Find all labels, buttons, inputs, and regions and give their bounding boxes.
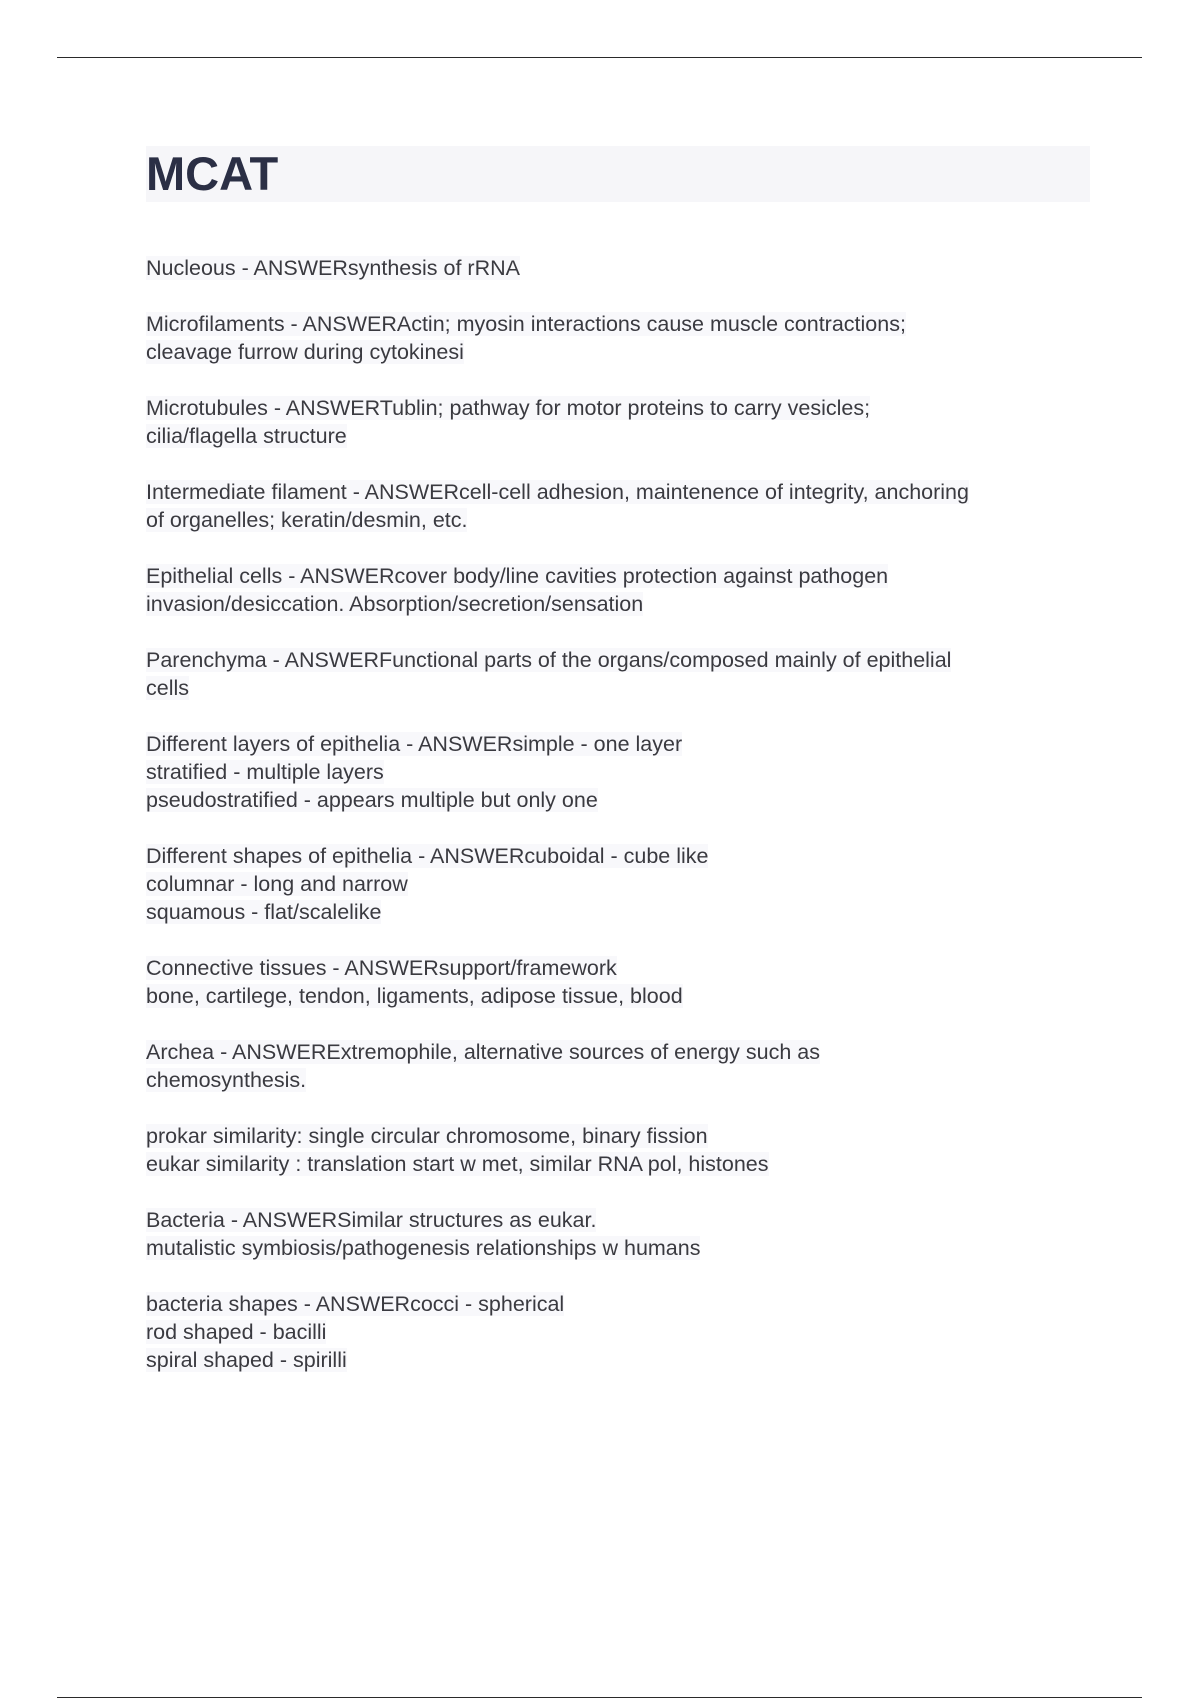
entry-text: Different shapes of epithelia - ANSWERcuboidal - cube like: [146, 844, 709, 868]
flashcard-entry: [146, 478, 1090, 534]
flashcard-entry: [146, 1038, 1090, 1094]
entry-line: [146, 478, 1090, 506]
entry-line: [146, 1122, 1090, 1150]
flashcard-entry: [146, 1206, 1090, 1262]
flashcard-entry: [146, 1122, 1090, 1178]
entry-text: rod shaped - bacilli: [146, 1320, 327, 1344]
entry-text: Nucleous - ANSWERsynthesis of rRNA: [146, 256, 520, 280]
page-title: MCAT: [146, 147, 279, 200]
entry-line: [146, 254, 1090, 282]
entry-text: Parenchyma - ANSWERFunctional parts of the organs/composed mainly of epithelial: [146, 648, 952, 672]
entry-text: prokar similarity: single circular chromosome, binary fission: [146, 1124, 708, 1148]
entry-line: [146, 646, 1090, 674]
entry-line: [146, 506, 1090, 534]
entry-text: bacteria shapes - ANSWERcocci - spherical: [146, 1292, 565, 1316]
entry-line: [146, 1346, 1090, 1374]
flashcard-entry: [146, 1290, 1090, 1374]
entry-line: [146, 422, 1090, 450]
flashcard-entry: [146, 842, 1090, 926]
entry-line: [146, 394, 1090, 422]
entry-line: [146, 338, 1090, 366]
flashcard-entry: [146, 646, 1090, 702]
entry-line: [146, 1066, 1090, 1094]
entry-text: Archea - ANSWERExtremophile, alternative sources of energy such as: [146, 1040, 820, 1064]
top-divider: [57, 57, 1142, 58]
entry-text: Different layers of epithelia - ANSWERsimple - one layer: [146, 732, 683, 756]
entry-text: columnar - long and narrow: [146, 872, 408, 896]
entry-line: [146, 310, 1090, 338]
flashcard-entry: [146, 954, 1090, 1010]
entry-text: cells: [146, 676, 190, 700]
entry-line: [146, 674, 1090, 702]
entry-text: invasion/desiccation. Absorption/secretion/sensation: [146, 592, 644, 616]
entry-line: [146, 786, 1090, 814]
entry-line: [146, 1038, 1090, 1066]
entry-line: [146, 758, 1090, 786]
entry-text: stratified - multiple layers: [146, 760, 384, 784]
entry-text: spiral shaped - spirilli: [146, 1348, 347, 1372]
entry-text: of organelles; keratin/desmin, etc.: [146, 508, 468, 532]
bottom-divider: [57, 1697, 1142, 1698]
entry-text: cilia/flagella structure: [146, 424, 347, 448]
flashcard-entry: [146, 310, 1090, 366]
entry-line: [146, 590, 1090, 618]
entry-line: [146, 730, 1090, 758]
entry-line: [146, 1150, 1090, 1178]
entry-line: [146, 1290, 1090, 1318]
entry-text: chemosynthesis.: [146, 1068, 307, 1092]
title-background: [146, 146, 1090, 202]
flashcard-entry: [146, 254, 1090, 282]
entry-text: pseudostratified - appears multiple but only one: [146, 788, 598, 812]
entry-line: [146, 954, 1090, 982]
flashcard-entry: [146, 730, 1090, 814]
entry-line: [146, 1318, 1090, 1346]
entry-line: [146, 1234, 1090, 1262]
entry-text: squamous - flat/scalelike: [146, 900, 382, 924]
entry-text: Epithelial cells - ANSWERcover body/line cavities protection against pathogen: [146, 564, 889, 588]
flashcard-list: [146, 254, 1090, 1402]
entry-text: bone, cartilege, tendon, ligaments, adipose tissue, blood: [146, 984, 683, 1008]
entry-line: [146, 982, 1090, 1010]
entry-text: Intermediate filament - ANSWERcell-cell adhesion, maintenence of integrity, anchoring: [146, 480, 969, 504]
entry-text: Microtubules - ANSWERTublin; pathway for motor proteins to carry vesicles;: [146, 396, 871, 420]
flashcard-entry: [146, 562, 1090, 618]
entry-text: cleavage furrow during cytokinesi: [146, 340, 464, 364]
entry-line: [146, 1206, 1090, 1234]
entry-line: [146, 870, 1090, 898]
entry-text: Bacteria - ANSWERSimilar structures as eukar.: [146, 1208, 597, 1232]
entry-line: [146, 562, 1090, 590]
entry-line: [146, 898, 1090, 926]
flashcard-entry: [146, 394, 1090, 450]
entry-text: eukar similarity : translation start w met, similar RNA pol, histones: [146, 1152, 769, 1176]
entry-text: Connective tissues - ANSWERsupport/framework: [146, 956, 617, 980]
entry-text: mutalistic symbiosis/pathogenesis relationships w humans: [146, 1236, 701, 1260]
entry-text: Microfilaments - ANSWERActin; myosin interactions cause muscle contractions;: [146, 312, 906, 336]
entry-line: [146, 842, 1090, 870]
